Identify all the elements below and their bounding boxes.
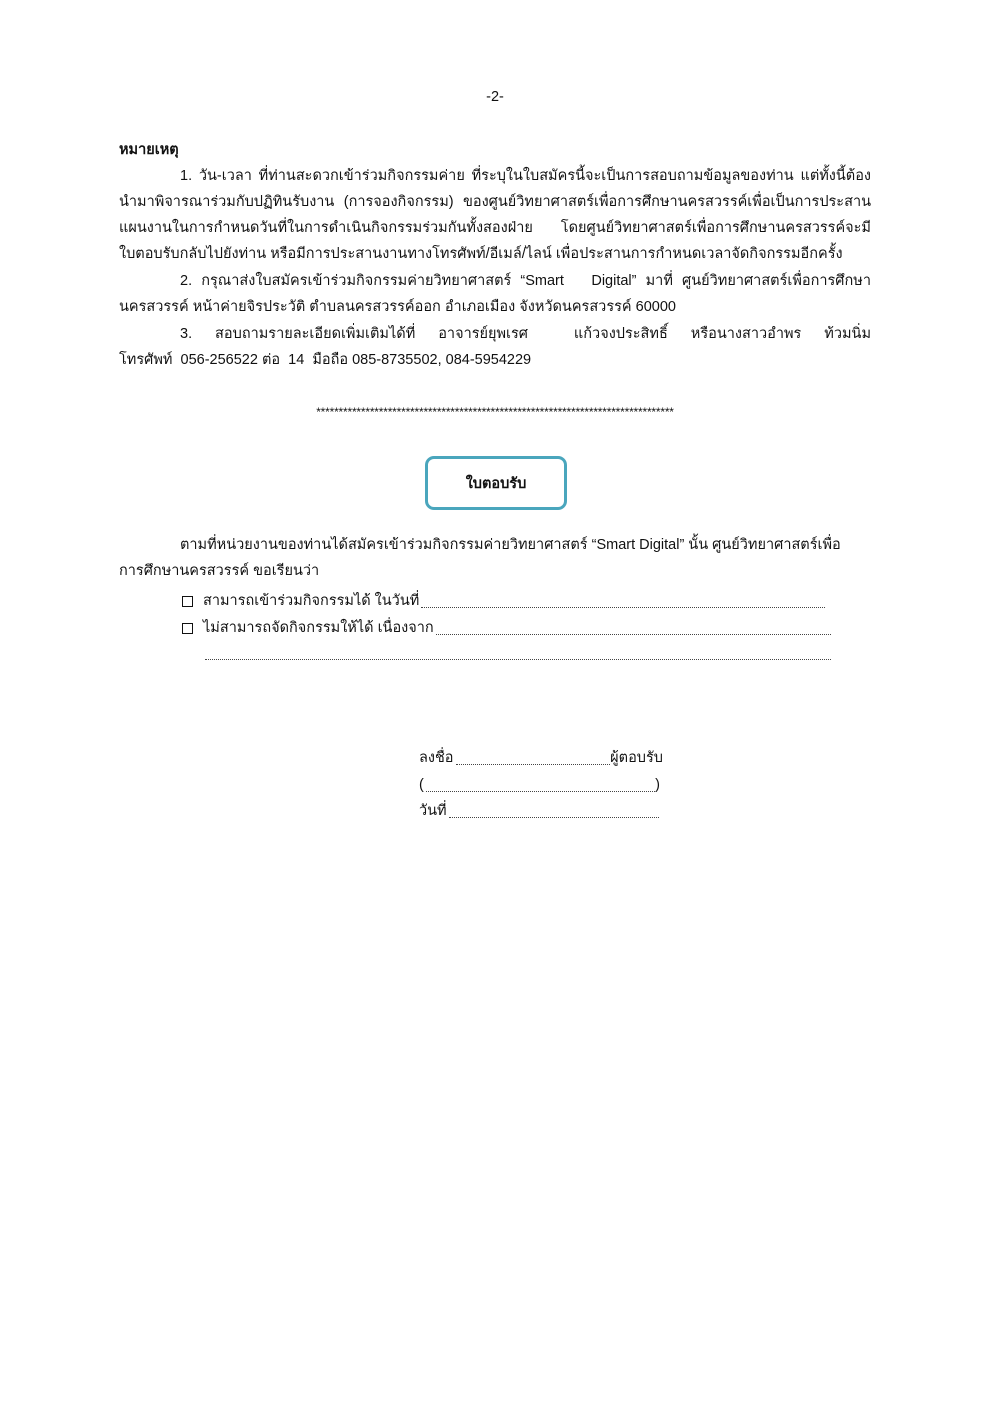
date-sign-fill-line[interactable] <box>449 804 659 818</box>
note-3-line: 3. สอบถามรายละเอียดเพิ่มเติมได้ที่ อาจารย์ยุพเรศ แก้วจงประสิทธิ์ หรือนางสาวอำพร ท้วมนิ่ม <box>180 326 871 342</box>
date-fill-line[interactable] <box>421 594 825 608</box>
signature-role: ผู้ตอบรับ <box>610 750 663 766</box>
option-decline-label: ไม่สามารถจัดกิจกรรมให้ได้ เนื่องจาก <box>203 620 434 636</box>
note-1-line: แผนงานในการกำหนดวันที่ในการดำเนินกิจกรรมร่วมกันทั้งสองฝ่าย โดยศูนย์วิทยาศาสตร์เพื่อการศึกษานครสวรรค์จะมี <box>119 220 871 236</box>
reason-fill-line-2[interactable] <box>205 646 831 660</box>
option-decline[interactable] <box>182 618 831 638</box>
reason-extra-line[interactable] <box>205 646 831 660</box>
separator-stars: ******************************************************************************** <box>316 405 674 419</box>
checkbox-accept[interactable] <box>182 596 193 607</box>
printed-name-row <box>419 775 660 795</box>
printed-name-fill-line[interactable] <box>426 778 655 792</box>
note-2-line: 2. กรุณาส่งใบสมัครเข้าร่วมกิจกรรมค่ายวิทยาศาสตร์ “Smart Digital” มาที่ ศูนย์วิทยาศาสตร์เพื่อการศึกษา <box>180 273 871 289</box>
reason-fill-line[interactable] <box>436 621 831 635</box>
reply-intro-line: ตามที่หน่วยงานของท่านได้สมัครเข้าร่วมกิจกรรมค่ายวิทยาศาสตร์ “Smart Digital” นั้น ศูนย์วิทยาศาสตร์เพื่อ <box>180 537 841 553</box>
date-label: วันที่ <box>419 803 447 819</box>
reply-form-title: ใบตอบรับ <box>465 475 527 492</box>
option-accept[interactable] <box>182 591 825 611</box>
checkbox-decline[interactable] <box>182 623 193 634</box>
reply-intro-line: การศึกษานครสวรรค์ ขอเรียนว่า <box>119 563 320 579</box>
paren-close: ) <box>655 777 660 793</box>
note-1-line: 1. วัน-เวลา ที่ท่านสะดวกเข้าร่วมกิจกรรมค่าย ที่ระบุในใบสมัครนี้จะเป็นการสอบถามข้อมูลของท่าน แต่ทั้งนี้ต้อง <box>180 168 871 184</box>
note-1-line: ใบตอบรับกลับไปยังท่าน หรือมีการประสานงานทางโทรศัพท์/อีเมล์/ไลน์ เพื่อประสานการกำหนดเวลาจัดกิจกรรมอีกครั้ง <box>119 246 843 262</box>
option-accept-label: สามารถเข้าร่วมกิจกรรมได้ ในวันที่ <box>203 593 420 609</box>
reply-form-title-box <box>425 456 567 510</box>
page-number: -2- <box>486 89 504 105</box>
note-2-line: นครสวรรค์ หน้าค่ายจิรประวัติ ตำบลนครสวรรค์ออก อำเภอเมือง จังหวัดนครสวรรค์ 60000 <box>119 299 676 315</box>
note-3-line: โทรศัพท์ 056-256522 ต่อ 14 มือถือ 085-8735502, 084-5954229 <box>119 352 532 368</box>
note-1-line: นำมาพิจารณาร่วมกับปฏิทินรับงาน (การจองกิจกรรม) ของศูนย์วิทยาศาสตร์เพื่อการศึกษานครสวรรค์เพื่อเป็นการประสาน <box>119 194 871 210</box>
notes-heading: หมายเหตุ <box>119 142 179 158</box>
signature-label: ลงชื่อ <box>419 750 454 766</box>
signature-row <box>419 748 663 768</box>
paren-open: ( <box>419 777 424 793</box>
signature-fill-line[interactable] <box>456 751 611 765</box>
date-row <box>419 801 659 821</box>
